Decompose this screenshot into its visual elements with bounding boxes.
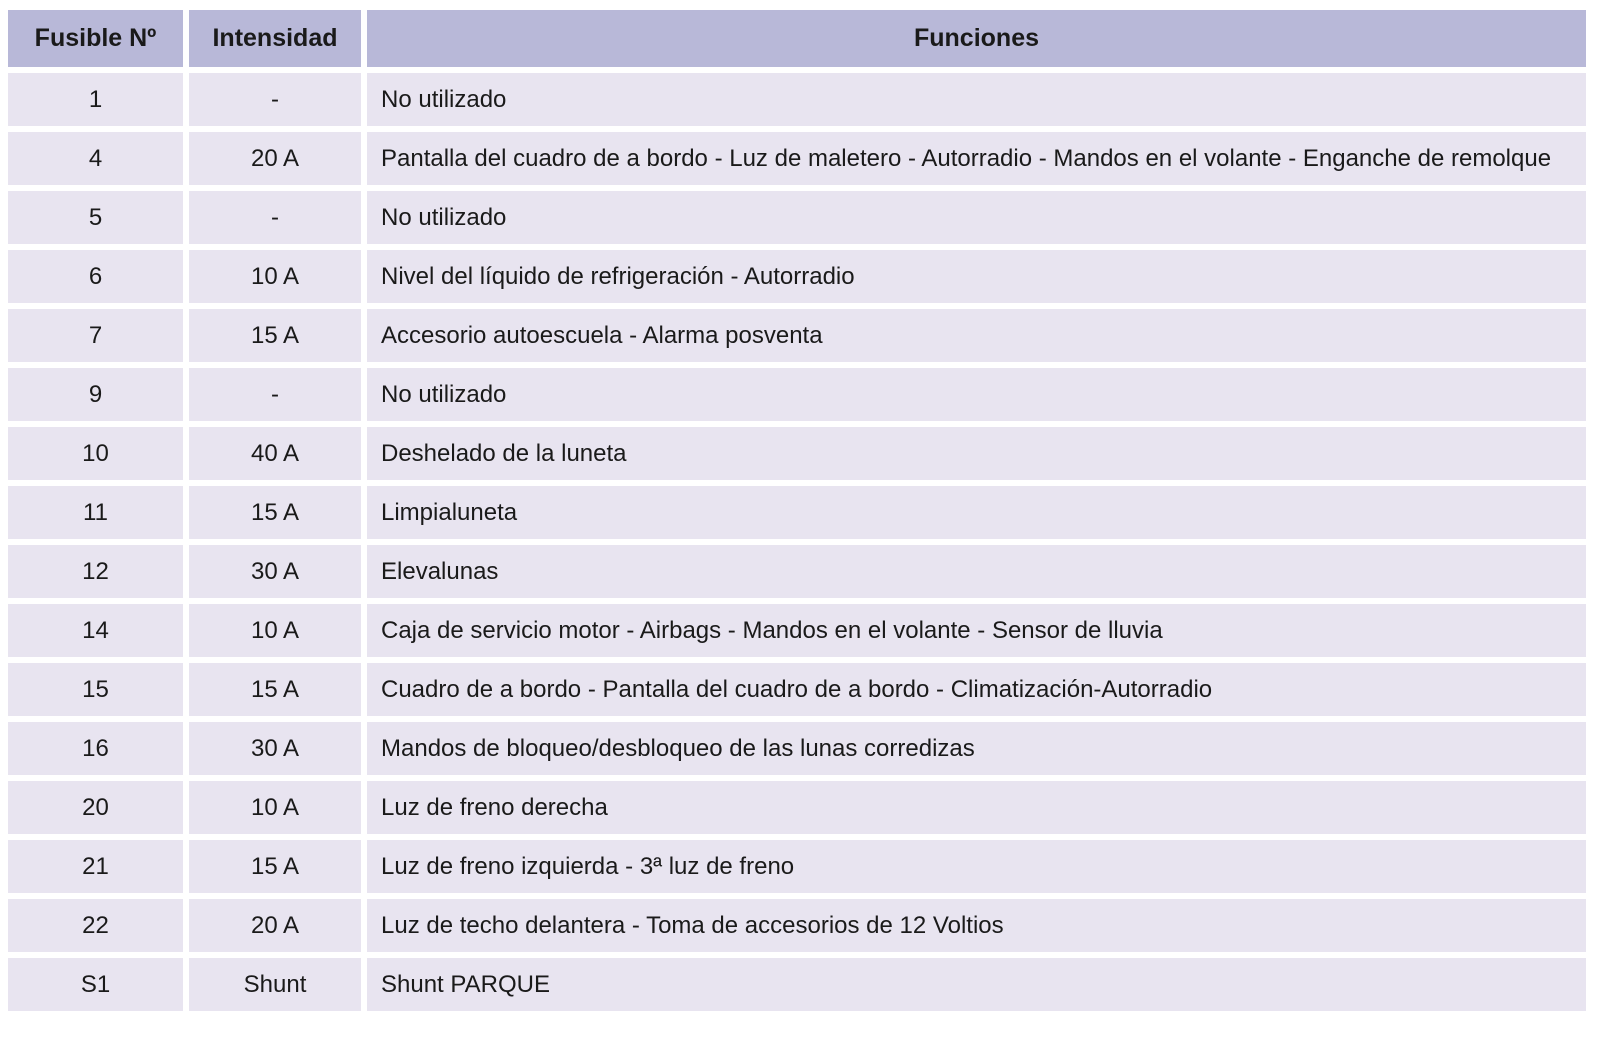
current-cell: 20 A — [189, 899, 361, 952]
current-cell: 20 A — [189, 132, 361, 185]
functions-cell: No utilizado — [367, 368, 1586, 421]
fuse-table — [2, 4, 1592, 1017]
table-row — [8, 486, 1586, 539]
fuse-number-cell: 6 — [8, 250, 183, 303]
table-row — [8, 840, 1586, 893]
functions-cell: Accesorio autoescuela - Alarma posventa — [367, 309, 1586, 362]
fuse-number-cell: 15 — [8, 663, 183, 716]
current-cell: 10 A — [189, 250, 361, 303]
fuse-number-cell: 9 — [8, 368, 183, 421]
current-cell: 10 A — [189, 604, 361, 657]
fuse-number-cell: 5 — [8, 191, 183, 244]
table-body — [8, 73, 1586, 1011]
fuse-number-cell: 12 — [8, 545, 183, 598]
functions-cell: Shunt PARQUE — [367, 958, 1586, 1011]
fuse-number-cell: 22 — [8, 899, 183, 952]
table-row — [8, 250, 1586, 303]
functions-cell: No utilizado — [367, 73, 1586, 126]
fuse-number-cell: 20 — [8, 781, 183, 834]
table-row — [8, 368, 1586, 421]
functions-cell: Mandos de bloqueo/desbloqueo de las lunas corredizas — [367, 722, 1586, 775]
table-row — [8, 73, 1586, 126]
current-cell: 40 A — [189, 427, 361, 480]
table-row — [8, 899, 1586, 952]
fuse-number-cell: 14 — [8, 604, 183, 657]
functions-cell: Luz de techo delantera - Toma de accesorios de 12 Voltios — [367, 899, 1586, 952]
current-cell: 15 A — [189, 840, 361, 893]
fuse-number-cell: 21 — [8, 840, 183, 893]
current-cell: 30 A — [189, 722, 361, 775]
current-cell: 15 A — [189, 309, 361, 362]
functions-cell: Elevalunas — [367, 545, 1586, 598]
table-row — [8, 132, 1586, 185]
current-cell: - — [189, 73, 361, 126]
fuse-number-cell: 10 — [8, 427, 183, 480]
table-row — [8, 604, 1586, 657]
table-row — [8, 427, 1586, 480]
current-cell: - — [189, 191, 361, 244]
fuse-number-cell: 11 — [8, 486, 183, 539]
header-functions: Funciones — [367, 10, 1586, 67]
table-row — [8, 958, 1586, 1011]
table-row — [8, 663, 1586, 716]
header-row — [8, 10, 1586, 67]
current-cell: 10 A — [189, 781, 361, 834]
table-row — [8, 781, 1586, 834]
functions-cell: Pantalla del cuadro de a bordo - Luz de maletero - Autorradio - Mandos en el volante - Enganche de remolque — [367, 132, 1586, 185]
header-current: Intensidad — [189, 10, 361, 67]
fuse-number-cell: 16 — [8, 722, 183, 775]
table-row — [8, 191, 1586, 244]
table-row — [8, 309, 1586, 362]
current-cell: 15 A — [189, 486, 361, 539]
fuse-number-cell: 7 — [8, 309, 183, 362]
functions-cell: Cuadro de a bordo - Pantalla del cuadro de a bordo - Climatización-Autorradio — [367, 663, 1586, 716]
functions-cell: Limpialuneta — [367, 486, 1586, 539]
current-cell: Shunt — [189, 958, 361, 1011]
current-cell: 15 A — [189, 663, 361, 716]
functions-cell: Deshelado de la luneta — [367, 427, 1586, 480]
current-cell: 30 A — [189, 545, 361, 598]
fuse-number-cell: S1 — [8, 958, 183, 1011]
table-row — [8, 722, 1586, 775]
header-fuse-number: Fusible Nº — [8, 10, 183, 67]
functions-cell: No utilizado — [367, 191, 1586, 244]
table-row — [8, 545, 1586, 598]
functions-cell: Nivel del líquido de refrigeración - Autorradio — [367, 250, 1586, 303]
functions-cell: Luz de freno derecha — [367, 781, 1586, 834]
current-cell: - — [189, 368, 361, 421]
functions-cell: Luz de freno izquierda - 3ª luz de freno — [367, 840, 1586, 893]
functions-cell: Caja de servicio motor - Airbags - Mandos en el volante - Sensor de lluvia — [367, 604, 1586, 657]
fuse-number-cell: 1 — [8, 73, 183, 126]
fuse-number-cell: 4 — [8, 132, 183, 185]
